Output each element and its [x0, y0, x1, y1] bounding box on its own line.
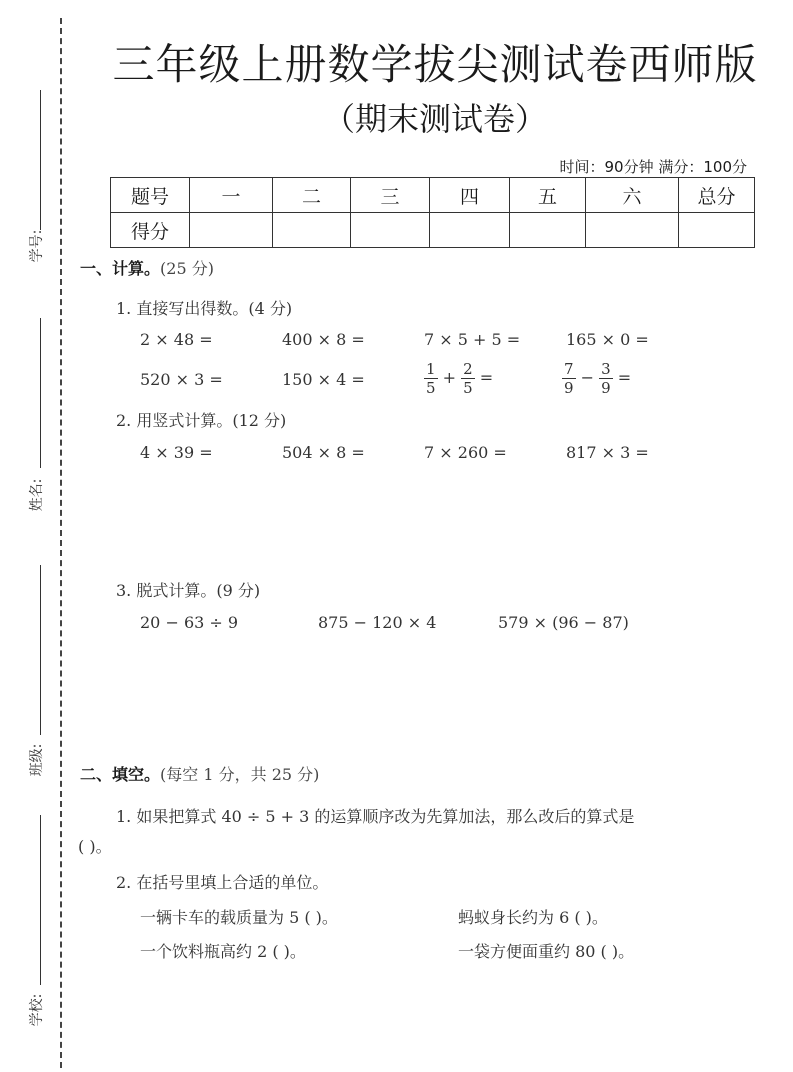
section2-points: (每空 1 分，共 25 分) [160, 765, 320, 784]
table-cell-q1: 一 [190, 178, 273, 213]
fill-in-item[interactable]: 一辆卡车的载质量为 5 ( )。 [140, 908, 338, 927]
class-label: 班级: [29, 743, 45, 777]
section1-title: 一、计算。 [80, 259, 161, 278]
fill-in-item[interactable]: 一袋方便面重约 80 ( )。 [458, 942, 635, 961]
fraction [599, 360, 613, 397]
expression: 2 × 48 = [140, 330, 213, 349]
numerator: 7 [564, 360, 574, 378]
section2-heading [80, 762, 319, 785]
denominator: 5 [426, 379, 436, 397]
fraction-expression [562, 360, 631, 397]
denominator: 5 [463, 379, 473, 397]
score-blank-cell[interactable] [586, 213, 679, 248]
expression: 4 × 39 = [140, 443, 213, 462]
numerator: 2 [463, 360, 473, 378]
question-text: 2. 在括号里填上合适的单位。 [116, 873, 329, 892]
numerator: 3 [601, 360, 611, 378]
denominator: 9 [564, 379, 574, 397]
school-label: 学校: [29, 993, 45, 1027]
equals-sign: = [479, 368, 494, 387]
class-line [40, 565, 41, 735]
section1-heading [80, 256, 214, 279]
table-cell-q3: 三 [351, 178, 430, 213]
table-cell-q4: 四 [430, 178, 510, 213]
binding-dashed-line [60, 18, 62, 1068]
section2-title: 二、填空。 [80, 765, 161, 784]
expression: 579 × (96 − 87) [498, 613, 629, 632]
fill-in-item[interactable]: 一个饮料瓶高约 2 ( )。 [140, 942, 306, 961]
score-table [110, 177, 755, 248]
score-blank-cell[interactable] [351, 213, 430, 248]
expression: 20 − 63 ÷ 9 [140, 613, 239, 632]
table-cell-q2: 二 [273, 178, 351, 213]
fill-in-item[interactable]: 蚂蚁身长约为 6 ( )。 [458, 908, 608, 927]
table-cell-score-label: 得分 [111, 213, 190, 248]
student-id-line [40, 90, 41, 230]
denominator: 9 [601, 379, 611, 397]
score-table-header-row [111, 178, 755, 213]
equals-sign: = [617, 368, 632, 387]
name-label: 姓名: [29, 478, 45, 512]
score-blank-cell[interactable] [679, 213, 755, 248]
fraction [424, 360, 438, 397]
score-blank-cell[interactable] [190, 213, 273, 248]
score-blank-cell[interactable] [510, 213, 586, 248]
part2-heading: 2. 用竖式计算。(12 分) [116, 411, 287, 430]
score-blank-cell[interactable] [273, 213, 351, 248]
expression: 400 × 8 = [282, 330, 365, 349]
question-text: 1. 如果把算式 40 ÷ 5 + 3 的运算顺序改为先算加法，那么改后的算式是 [116, 807, 635, 826]
expression: 817 × 3 = [566, 443, 649, 462]
operator: − [580, 368, 595, 387]
part1-heading: 1. 直接写出得数。(4 分) [116, 299, 293, 318]
table-cell-total: 总分 [679, 178, 755, 213]
exam-subtitle: （期末测试卷） [322, 100, 547, 138]
name-line [40, 318, 41, 468]
numerator: 1 [426, 360, 436, 378]
time-and-score-info: 时间：90分钟 满分：100分 [559, 158, 747, 176]
table-cell-label: 题号 [111, 178, 190, 213]
operator: + [442, 368, 457, 387]
expression: 7 × 260 = [424, 443, 507, 462]
student-id-label: 学号: [29, 229, 45, 263]
expression: 150 × 4 = [282, 370, 365, 389]
expression: 7 × 5 + 5 = [424, 330, 521, 349]
expression: 504 × 8 = [282, 443, 365, 462]
table-cell-q6: 六 [586, 178, 679, 213]
table-cell-q5: 五 [510, 178, 586, 213]
expression: 875 − 120 × 4 [318, 613, 437, 632]
exam-title: 三年级上册数学拔尖测试卷西师版 [112, 40, 758, 89]
school-line [40, 815, 41, 985]
expression: 165 × 0 = [566, 330, 649, 349]
answer-blank[interactable]: ( )。 [78, 837, 112, 856]
score-blank-cell[interactable] [430, 213, 510, 248]
fraction [461, 360, 475, 397]
part3-heading: 3. 脱式计算。(9 分) [116, 581, 261, 600]
fraction-expression [424, 360, 493, 397]
fraction [562, 360, 576, 397]
section1-points: (25 分) [160, 259, 214, 278]
score-table-score-row [111, 213, 755, 248]
expression: 520 × 3 = [140, 370, 223, 389]
